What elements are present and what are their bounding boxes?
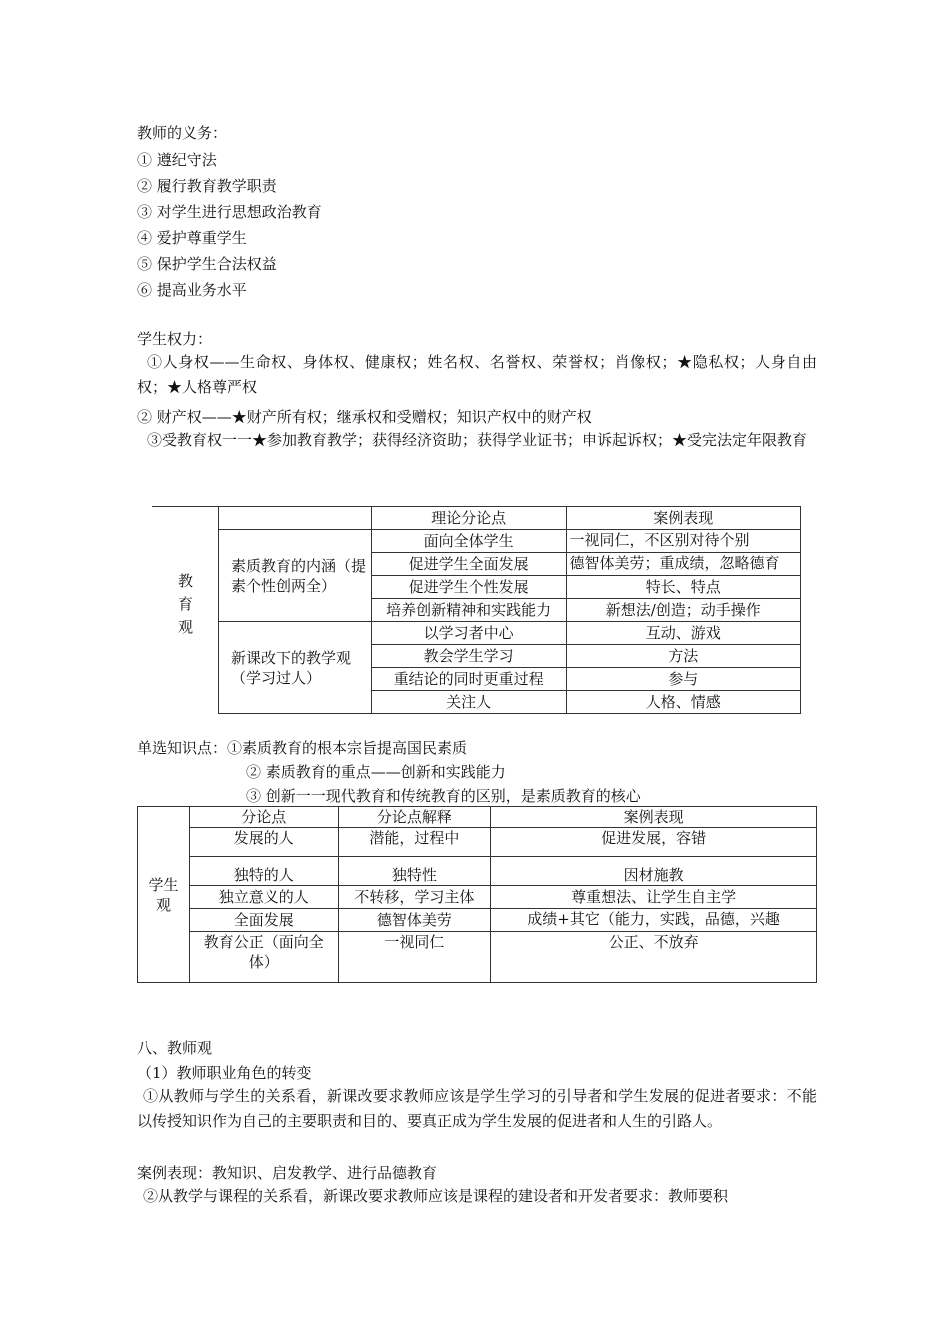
- table1-point: 关注人: [371, 691, 566, 714]
- table2-explain: 一视同仁: [338, 932, 491, 983]
- table1-point: 促进学生个性发展: [371, 576, 566, 599]
- rights-title: 学生权力：: [137, 330, 213, 348]
- table1-case: 方法: [566, 645, 800, 668]
- table1-group-teaching: 新课改下的教学观（学习过人）: [219, 622, 372, 714]
- table1-point: 促进学生全面发展: [371, 553, 566, 576]
- table2-case: 因材施教: [491, 857, 817, 886]
- table2-explain: 潜能，过程中: [338, 828, 491, 857]
- table2-case: 尊重想法、让学生自主学: [491, 886, 817, 909]
- table1-case: 参与: [566, 668, 800, 691]
- table2-point: 发展的人: [189, 828, 338, 857]
- single-choice-note: ③ 创新一一现代教育和传统教育的区别，是素质教育的核心: [246, 787, 641, 805]
- section-subtitle: （1）教师职业角色的转变: [137, 1064, 312, 1082]
- table1-group-quality: 素质教育的内涵（提素个性创两全）: [219, 530, 372, 622]
- section-paragraph: ②从教学与课程的关系看，新课改要求教师应该是课程的建设者和开发者要求：教师要积: [143, 1187, 729, 1205]
- table2-case: 促进发展，容错: [491, 828, 817, 857]
- duty-item: ⑤ 保护学生合法权益: [137, 255, 277, 273]
- rights-education: ③受教育权一一★参加教育教学；获得经济资助；获得学业证书；申诉起诉权；★受完法定年限教育: [147, 431, 808, 449]
- table1-header: 案例表现: [566, 507, 800, 530]
- table1-point: 教会学生学习: [371, 645, 566, 668]
- table2-point: 独特的人: [189, 857, 338, 886]
- table2-case: 成绩+其它（能力，实践，品德，兴趣: [491, 909, 817, 932]
- duty-item: ⑥ 提高业务水平: [137, 281, 247, 299]
- table2-side-label: 学生观: [148, 875, 179, 914]
- table2-explain: 独特性: [338, 857, 491, 886]
- table2-point: 全面发展: [189, 909, 338, 932]
- table2-explain: 不转移，学习主体: [338, 886, 491, 909]
- table1-point: 面向全体学生: [371, 530, 566, 553]
- table1-case: 互动、游戏: [566, 622, 800, 645]
- duty-item: ② 履行教育教学职责: [137, 177, 277, 195]
- table1-point: 重结论的同时更重过程: [371, 668, 566, 691]
- education-view-table: [152, 506, 801, 714]
- rights-personal: ①人身权——生命权、身体权、健康权；姓名权、名誉权、荣誉权；肖像权；★隐私权；人身自由权；★人格尊严权: [137, 353, 817, 396]
- duties-title: 教师的义务：: [137, 124, 228, 142]
- single-choice-note: 单选知识点：①素质教育的根本宗旨提高国民素质: [137, 739, 468, 757]
- table1-case: 人格、情感: [566, 691, 800, 714]
- table1-case: 一视同仁，不区别对待个别: [566, 530, 800, 553]
- duty-item: ④ 爱护尊重学生: [137, 229, 247, 247]
- duty-item: ③ 对学生进行思想政治教育: [137, 203, 322, 221]
- duty-item: ① 遵纪守法: [137, 151, 217, 169]
- table2-point: 独立意义的人: [189, 886, 338, 909]
- table2-header: 分论点: [189, 807, 338, 828]
- table1-side-label: 教育观: [176, 573, 194, 643]
- table2-header: 分论点解释: [338, 807, 491, 828]
- table1-side-cell: [152, 507, 219, 714]
- rights-property: ② 财产权——★财产所有权；继承权和受赠权；知识产权中的财产权: [137, 408, 592, 426]
- table1-case: 新想法/创造；动手操作: [566, 599, 800, 622]
- table1-header: 理论分论点: [371, 507, 566, 530]
- case-line: 案例表现：教知识、启发教学、进行品德教育: [137, 1164, 438, 1182]
- table2-side-cell: [138, 807, 190, 983]
- table1-point: 以学习者中心: [371, 622, 566, 645]
- section-title: 八、教师观: [137, 1039, 213, 1057]
- table1-case: 特长、特点: [566, 576, 800, 599]
- table2-header: 案例表现: [491, 807, 817, 828]
- table2-case: 公正、不放弃: [491, 932, 817, 983]
- section-paragraph: ①从教师与学生的关系看，新课改要求教师应该是学生学习的引导者和学生发展的促进者要求：不能以传授知识作为自己的主要职责和目的、要真正成为学生发展的促进者和人生的引路人。: [137, 1087, 817, 1130]
- table1-corner: [219, 507, 372, 530]
- table1-case: 德智体美劳；重成绩，忽略德育: [566, 553, 800, 576]
- single-choice-note: ② 素质教育的重点——创新和实践能力: [246, 763, 506, 781]
- table2-explain: 德智体美劳: [338, 909, 491, 932]
- table1-point: 培养创新精神和实践能力: [371, 599, 566, 622]
- student-view-table: [137, 806, 817, 983]
- table2-point: 教育公正（面向全体）: [189, 932, 338, 983]
